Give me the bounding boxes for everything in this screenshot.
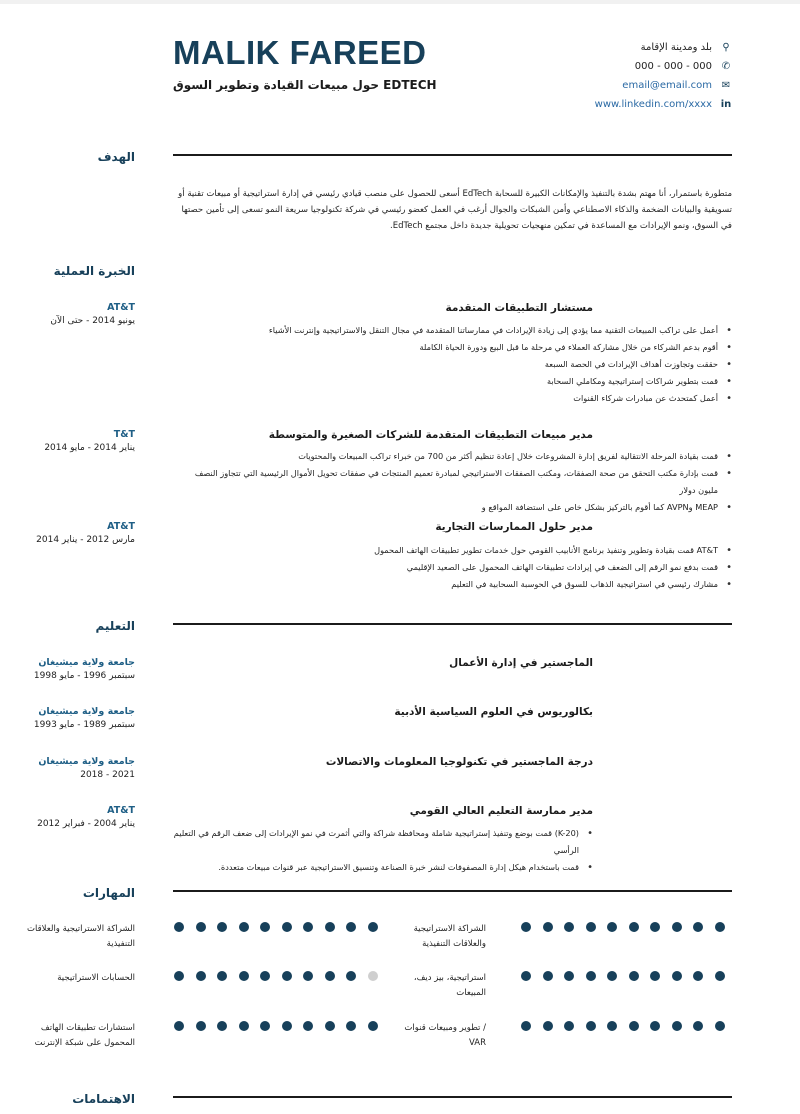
rating-dot-filled <box>586 971 596 981</box>
linkedin-link[interactable]: www.linkedin.com/xxxx <box>594 99 712 110</box>
rating-dot-filled <box>346 1021 356 1031</box>
rating-dot-filled <box>543 971 553 981</box>
school-name: جامعة ولاية ميشيغان <box>38 706 135 717</box>
rating-dot-filled <box>693 1021 703 1031</box>
skill-label: / تطوير ومبيعات قنوات VAR <box>404 1023 486 1048</box>
contact-location <box>512 38 732 57</box>
degree-title: الماجستير في إدارة الأعمال <box>449 657 593 669</box>
school-name: جامعة ولاية ميشيغان <box>38 657 135 668</box>
rating-dot-filled <box>239 1021 249 1031</box>
job-meta <box>20 429 135 453</box>
section-title-education: التعليم <box>95 619 135 633</box>
section-title-experience: الخبرة العملية <box>53 264 135 278</box>
company-name: AT&T <box>107 521 135 532</box>
rating-dot-filled <box>303 1021 313 1031</box>
rating-dot-filled <box>303 971 313 981</box>
rating-dot-filled <box>346 971 356 981</box>
rating-dot-filled <box>282 922 292 932</box>
rating-dot-filled <box>346 922 356 932</box>
rating-dot-filled <box>239 971 249 981</box>
rating-dot-filled <box>217 922 227 932</box>
rating-dot-filled <box>650 1021 660 1031</box>
rating-dot-filled <box>217 1021 227 1031</box>
skill-label: الحسابات الاستراتيجية <box>57 973 135 983</box>
rating-dot-filled <box>672 971 682 981</box>
contact-phone <box>512 57 732 76</box>
section-divider <box>173 1096 732 1098</box>
job-title: مستشار التطبيقات المتقدمة <box>445 302 593 314</box>
objective-text: متطورة باستمرار، أنا مهتم بشدة بالتنفيذ والإمكانات الكبيرة للسحابة EdTech أسعى للحصول على منصب قيادي رئيسي في إدارة استراتيجية أو مبيعات تقنية أو تسويقية والبيانات الضخمة والذكاء الاصطناعي وأمن الشبكات والجوال أرغب في العمل كعضو رئيسي في شركة تكنولوجيا سريعة النمو تسعى إلى تأمين حصتها في السوق، ونمو الإيرادات مع المساعدة في تمكين منهجيات تحويلية جديدة داخل مجتمع EdTech. <box>178 189 732 231</box>
list-item: • AT&T قمت بقيادة وتطوير وتنفيذ برنامج الأنابيب القومي حول خدمات تطوير تطبيقات الهاتف المحمول <box>173 542 732 559</box>
rating-dot-filled <box>174 922 184 932</box>
rating-dot-filled <box>239 922 249 932</box>
education-meta <box>20 706 135 730</box>
rating-dot-filled <box>521 971 531 981</box>
section-divider <box>173 154 732 156</box>
job-dates: مارس 2012 - يناير 2014 <box>36 535 135 545</box>
contact-linkedin[interactable] <box>512 95 732 114</box>
rating-dot-filled <box>607 971 617 981</box>
job-meta <box>20 302 135 326</box>
section-title-interests: الاهتمامات <box>72 1092 135 1106</box>
candidate-subtitle: حول مبيعات القيادة وتطوير السوق EDTECH <box>173 78 437 92</box>
education-meta <box>20 657 135 681</box>
rating-dot-filled <box>607 1021 617 1031</box>
education-dates: يناير 2004 - فبراير 2012 <box>37 819 135 829</box>
education-dates: 2018 - 2021 <box>80 770 135 780</box>
rating-dot-filled <box>693 971 703 981</box>
degree-title: مدير ممارسة التعليم العالي القومي <box>409 805 593 817</box>
list-item: • أعمل كمتحدث عن مبادرات شركاء القنوات <box>173 390 732 407</box>
list-item: • قمت بإدارة مكتب التحقق من صحة الصفقات، ومكتب الصفقات الاستراتيجي لمبادرة تعميم المنتجات في صفقات تحويل الأموال الرئيسية التي تتجاوز النصف مليون دولار <box>173 465 732 499</box>
job-bullets <box>173 322 732 407</box>
section-divider <box>173 890 732 892</box>
linkedin-icon: in <box>720 99 732 110</box>
rating-dot-filled <box>260 922 270 932</box>
rating-dot-filled <box>650 922 660 932</box>
rating-dot-filled <box>196 1021 206 1031</box>
skill-rating <box>174 971 378 981</box>
rating-dot-filled <box>174 971 184 981</box>
education-meta <box>20 805 135 829</box>
rating-dot-filled <box>325 971 335 981</box>
rating-dot-empty <box>368 971 378 981</box>
education-meta <box>20 756 135 780</box>
skill-rating <box>521 922 725 932</box>
skill-rating <box>174 1021 378 1031</box>
rating-dot-filled <box>325 1021 335 1031</box>
company-name: T&T <box>113 429 135 440</box>
job-meta <box>20 521 135 545</box>
rating-dot-filled <box>260 971 270 981</box>
email-icon: ✉ <box>721 80 731 91</box>
rating-dot-filled <box>325 922 335 932</box>
rating-dot-filled <box>543 1021 553 1031</box>
school-name: AT&T <box>107 805 135 816</box>
section-title-objective: الهدف <box>97 150 135 164</box>
degree-title: بكالوريوس في العلوم السياسية الأدبية <box>394 706 593 718</box>
rating-dot-filled <box>564 971 574 981</box>
rating-dot-filled <box>174 1021 184 1031</box>
location-icon: ⚲ <box>722 42 730 53</box>
list-item: • (K-20) قمت بوضع وتنفيذ إستراتيجية شاملة ومحافظة شراكة والتي أثمرت في نمو الإيرادات إلى ضعف الرقم في التعليم الرأسي <box>173 825 593 859</box>
top-bar <box>0 0 800 4</box>
rating-dot-filled <box>607 922 617 932</box>
rating-dot-filled <box>521 1021 531 1031</box>
candidate-name: MALIK FAREED <box>173 34 427 71</box>
rating-dot-filled <box>715 971 725 981</box>
rating-dot-filled <box>672 1021 682 1031</box>
list-item: • مشارك رئيسي في استراتيجية الذهاب للسوق في الحوسبة السحابية في التعليم <box>173 576 732 593</box>
list-item: • أعمل على تراكب المبيعات التقنية مما يؤدي إلى زيادة الإيرادات في ممارساتنا المتقدمة في مجال التنقل والاستراتيجية وإنترنت الأشياء <box>173 322 732 339</box>
rating-dot-filled <box>368 922 378 932</box>
skill-label: الشراكة الاستراتيجية والعلاقات التنفيذية <box>413 924 486 949</box>
skill-label: الشراكة الاستراتيجية والعلاقات التنفيذية <box>27 924 135 949</box>
rating-dot-filled <box>629 971 639 981</box>
rating-dot-filled <box>303 922 313 932</box>
rating-dot-filled <box>217 971 227 981</box>
rating-dot-filled <box>586 1021 596 1031</box>
list-item: • قمت باستخدام هيكل إدارة المصفوفات لنشر خبرة الصناعة وتنسيق الاستراتيجية عبر قنوات مبيعات متعددة. <box>173 859 593 876</box>
list-item: • قمت بدفع نمو الرقم إلى الضعف في إيرادات تطبيقات الهاتف المحمول على الصعيد الإقليمي <box>173 559 732 576</box>
rating-dot-filled <box>672 922 682 932</box>
rating-dot-filled <box>629 1021 639 1031</box>
job-bullets <box>173 448 732 516</box>
education-dates: سبتمبر 1989 - مايو 1993 <box>33 720 135 730</box>
skill-label: استراتيجية، بيز ديف، المبيعات <box>413 973 486 998</box>
rating-dot-filled <box>693 922 703 932</box>
contact-block <box>512 38 732 114</box>
rating-dot-filled <box>715 922 725 932</box>
company-name: AT&T <box>107 302 135 313</box>
job-bullets <box>173 542 732 593</box>
rating-dot-filled <box>564 922 574 932</box>
education-dates: سبتمبر 1996 - مايو 1998 <box>33 671 135 681</box>
section-title-skills: المهارات <box>82 886 135 900</box>
job-dates: يناير 2014 - مايو 2014 <box>44 443 135 453</box>
list-item: • حققت وتجاوزت أهداف الإيرادات في الحصة السبعة <box>173 356 732 373</box>
phone-icon: ✆ <box>721 61 731 72</box>
list-item: • قمت بتطوير شراكات إستراتيجية ومكاملي السحابة <box>173 373 732 390</box>
education-bullets <box>173 825 593 876</box>
rating-dot-filled <box>196 971 206 981</box>
skill-rating <box>521 971 725 981</box>
rating-dot-filled <box>282 971 292 981</box>
job-dates: يونيو 2014 - حتى الآن <box>50 316 135 326</box>
section-divider <box>173 623 732 625</box>
rating-dot-filled <box>260 1021 270 1031</box>
rating-dot-filled <box>368 1021 378 1031</box>
degree-title: درجة الماجستير في تكنولوجيا المعلومات والاتصالات <box>325 756 593 768</box>
job-title: مدير حلول الممارسات التجارية <box>435 521 593 533</box>
rating-dot-filled <box>521 922 531 932</box>
skill-label: استشارات تطبيقات الهاتف المحمول على شبكة الإنترنت <box>34 1023 135 1048</box>
list-item: • MEAP وAVPN كما أقوم بالتركيز بشكل خاص على استضافة المواقع و <box>173 499 732 516</box>
contact-email[interactable] <box>512 76 732 95</box>
list-item: • أقوم بدعم الشركاء من خلال مشاركة العملاء في مرحلة ما قبل البيع ودورة الحياة الكاملة <box>173 339 732 356</box>
email-link[interactable]: email@email.com <box>622 80 712 91</box>
rating-dot-filled <box>564 1021 574 1031</box>
list-item: • قمت بقيادة المرحلة الانتقالية لفريق إدارة المشروعات خلال إعادة تنظيم أكثر من 700 من خبراء تراكب المبيعات والمحتويات <box>173 448 732 465</box>
rating-dot-filled <box>196 922 206 932</box>
rating-dot-filled <box>586 922 596 932</box>
job-title: مدير مبيعات التطبيقات المتقدمة للشركات الصغيرة والمتوسطة <box>268 429 593 441</box>
rating-dot-filled <box>282 1021 292 1031</box>
location-text: بلد ومدينة الإقامة <box>640 42 712 53</box>
rating-dot-filled <box>543 922 553 932</box>
school-name: جامعة ولاية ميشيغان <box>38 756 135 767</box>
rating-dot-filled <box>650 971 660 981</box>
rating-dot-filled <box>715 1021 725 1031</box>
skill-rating <box>521 1021 725 1031</box>
rating-dot-filled <box>629 922 639 932</box>
skill-rating <box>174 922 378 932</box>
phone-text: 000 - 000 - 000 <box>634 61 712 72</box>
